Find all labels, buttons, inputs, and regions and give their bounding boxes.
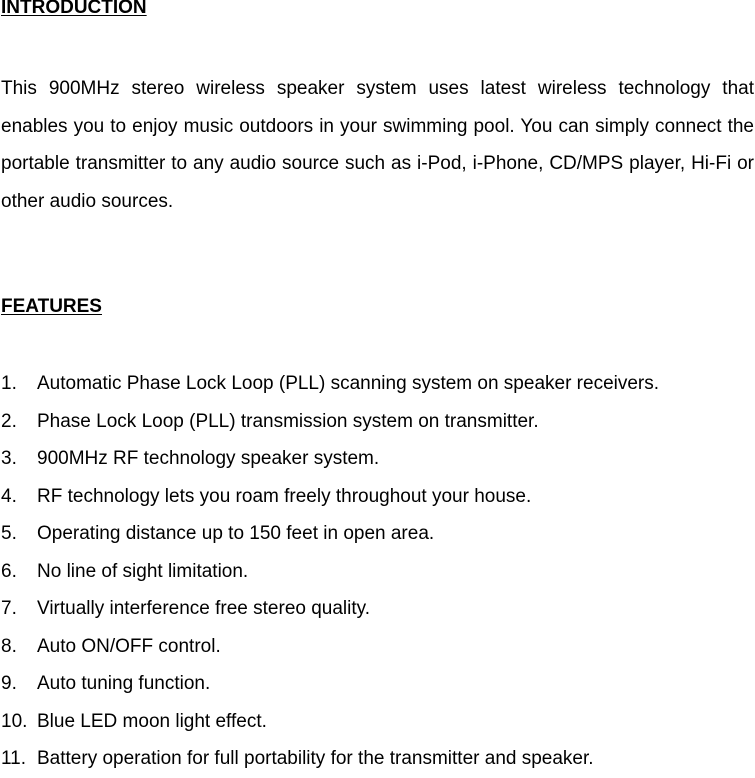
introduction-paragraph: This 900MHz stereo wireless speaker system uses latest wireless technology that enables you to enjoy music outdoors in your swimming pool. You can simply connect the portable transmitter to any audio source such as i-Pod, i-Phone, CD/MPS player, Hi-Fi or other audio sources. — [1, 78, 754, 212]
feature-text: Auto ON/OFF control. — [37, 635, 221, 657]
feature-number: 8. — [1, 635, 17, 657]
feature-number: 2. — [1, 410, 17, 432]
feature-text: Phase Lock Loop (PLL) transmission system on transmitter. — [37, 410, 539, 432]
feature-text: Operating distance up to 150 feet in open area. — [37, 523, 435, 544]
features-heading: FEATURES — [1, 296, 102, 317]
feature-number: 3. — [1, 448, 17, 469]
feature-text: RF technology lets you roam freely throughout your house. — [37, 485, 532, 507]
introduction-heading: INTRODUCTION — [1, 0, 147, 18]
feature-text: No line of sight limitation. — [37, 560, 249, 582]
feature-number: 4. — [1, 485, 17, 507]
feature-text: Auto tuning function. — [37, 673, 211, 694]
feature-number: 6. — [1, 560, 17, 582]
feature-number: 7. — [1, 598, 17, 619]
feature-number: 1. — [1, 373, 17, 394]
feature-number: 5. — [1, 523, 17, 544]
feature-number: 11. — [1, 748, 27, 769]
feature-text: 900MHz RF technology speaker system. — [37, 448, 380, 469]
feature-text: Automatic Phase Lock Loop (PLL) scanning system on speaker receivers. — [37, 373, 660, 394]
feature-number: 9. — [1, 673, 17, 694]
feature-text: Virtually interference free stereo quality. — [37, 598, 371, 619]
feature-number: 10. — [1, 710, 28, 732]
feature-text: Battery operation for full portability for the transmitter and speaker. — [37, 748, 594, 769]
feature-text: Blue LED moon light effect. — [37, 710, 267, 732]
